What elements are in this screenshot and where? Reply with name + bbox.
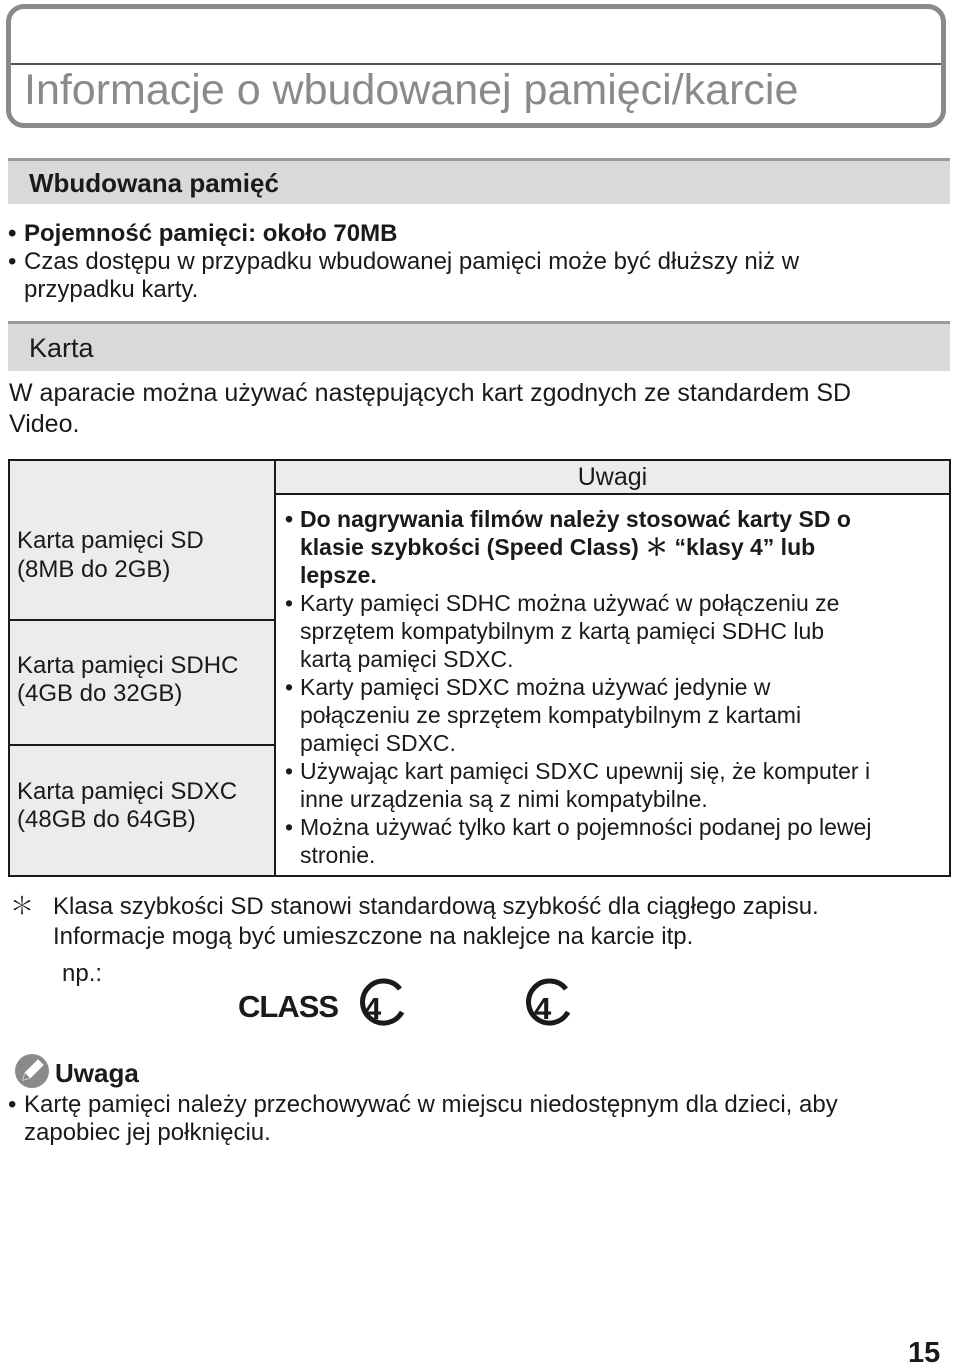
uwaga-line2: zapobiec jej połknięciu. <box>24 1119 271 1146</box>
bullet-capacity <box>8 220 397 248</box>
notes-header: Uwagi <box>276 461 949 495</box>
page-title: Informacje o wbudowanej pamięci/karcie <box>24 66 799 114</box>
bullet-access-time-line2: przypadku karty. <box>24 276 199 303</box>
card-type-sdhc-line1: Karta pamięci SDHC <box>17 652 239 679</box>
note-line: pamięci SDXC. <box>300 730 456 756</box>
bullet-dot: • <box>285 506 294 532</box>
uwaga-line1: Kartę pamięci należy przechowywać w miejscu niedostępnym dla dzieci, aby <box>24 1091 838 1118</box>
section-heading-card-label: Karta <box>29 333 94 363</box>
card-intro-line1: W aparacie można używać następujących kart zgodnych ze standardem SD <box>9 379 852 407</box>
section-heading-builtin <box>8 158 950 204</box>
bullet-dot: • <box>285 674 294 700</box>
card-intro-line2: Video. <box>9 410 80 438</box>
bullet-access-time <box>8 248 799 304</box>
bullet-dot: • <box>8 1091 17 1118</box>
card-type-sdxc <box>10 746 274 877</box>
note-line: Można używać tylko kart o pojemności podanej po lewej <box>300 814 872 840</box>
card-type-sd-line2: (8MB do 2GB) <box>17 556 171 583</box>
class4-logo-number: 4 <box>364 991 382 1026</box>
bullet-capacity-text: Pojemność pamięci: około 70MB <box>24 220 398 247</box>
example-label: np.: <box>62 960 103 987</box>
speed-class-4-logo <box>522 978 572 1030</box>
footnote-star: ＊ <box>10 893 34 920</box>
note-line: inne urządzenia są z nimi kompatybilne. <box>300 786 708 812</box>
card-type-sd-line1: Karta pamięci SD <box>17 527 204 554</box>
section-heading-card <box>8 321 950 371</box>
speed-class-4-logo-number: 4 <box>534 991 552 1026</box>
card-type-sdxc-line1: Karta pamięci SDXC <box>17 778 238 805</box>
title-divider <box>11 63 941 65</box>
bullet-dot: • <box>8 248 17 275</box>
class4-logo-text: CLASS <box>238 989 339 1024</box>
note-line: Karty pamięci SDXC można używać jedynie w <box>300 674 771 700</box>
card-intro <box>9 378 919 440</box>
note-line: Do nagrywania filmów należy stosować karty SD o <box>300 506 851 532</box>
pencil-note-icon <box>14 1053 50 1089</box>
bullet-dot: • <box>8 220 17 247</box>
note-line: kartą pamięci SDXC. <box>300 646 514 672</box>
note-item-sdxc <box>285 673 945 757</box>
card-types-column <box>10 461 276 875</box>
card-type-sd <box>10 461 274 621</box>
note-line: klasie szybkości (Speed Class) ＊ “klasy 4” lub <box>300 534 816 560</box>
note-item-sdhc <box>285 589 945 673</box>
note-line: połączeniu ze sprzętem kompatybilnym z kartami <box>300 702 802 728</box>
bullet-access-time-line1: Czas dostępu w przypadku wbudowanej pamięci może być dłuższy niż w <box>24 248 800 275</box>
card-table <box>8 459 951 877</box>
footnote-line1: Klasa szybkości SD stanowi standardową szybkość dla ciągłego zapisu. <box>53 893 819 920</box>
card-type-sdhc-line2: (4GB do 32GB) <box>17 680 183 707</box>
note-item-compatibility <box>285 757 945 813</box>
note-line: stronie. <box>300 842 376 868</box>
bullet-dot: • <box>285 590 294 616</box>
uwaga-bullet <box>8 1091 908 1147</box>
notes-list <box>285 505 945 869</box>
footnote-line2: Informacje mogą być umieszczone na naklejce na karcie itp. <box>53 923 694 950</box>
bullet-dot: • <box>285 758 294 784</box>
card-type-sdhc <box>10 621 274 746</box>
note-line: Używając kart pamięci SDXC upewnij się, że komputer i <box>300 758 871 784</box>
uwaga-heading: Uwaga <box>55 1058 139 1088</box>
note-line: sprzętem kompatybilnym z kartą pamięci SDHC lub <box>300 618 825 644</box>
class4-logo <box>238 978 413 1030</box>
footnote-lines <box>53 892 933 952</box>
section-heading-builtin-label: Wbudowana pamięć <box>29 168 279 198</box>
bullet-dot: • <box>285 814 294 840</box>
note-line: lepsze. <box>300 562 377 588</box>
note-line: Karty pamięci SDHC można używać w połączeniu ze <box>300 590 840 616</box>
page-number: 15 <box>908 1337 941 1369</box>
note-item-speed-class <box>285 505 945 589</box>
note-item-capacity <box>285 813 945 869</box>
card-type-sdxc-line2: (48GB do 64GB) <box>17 806 196 833</box>
